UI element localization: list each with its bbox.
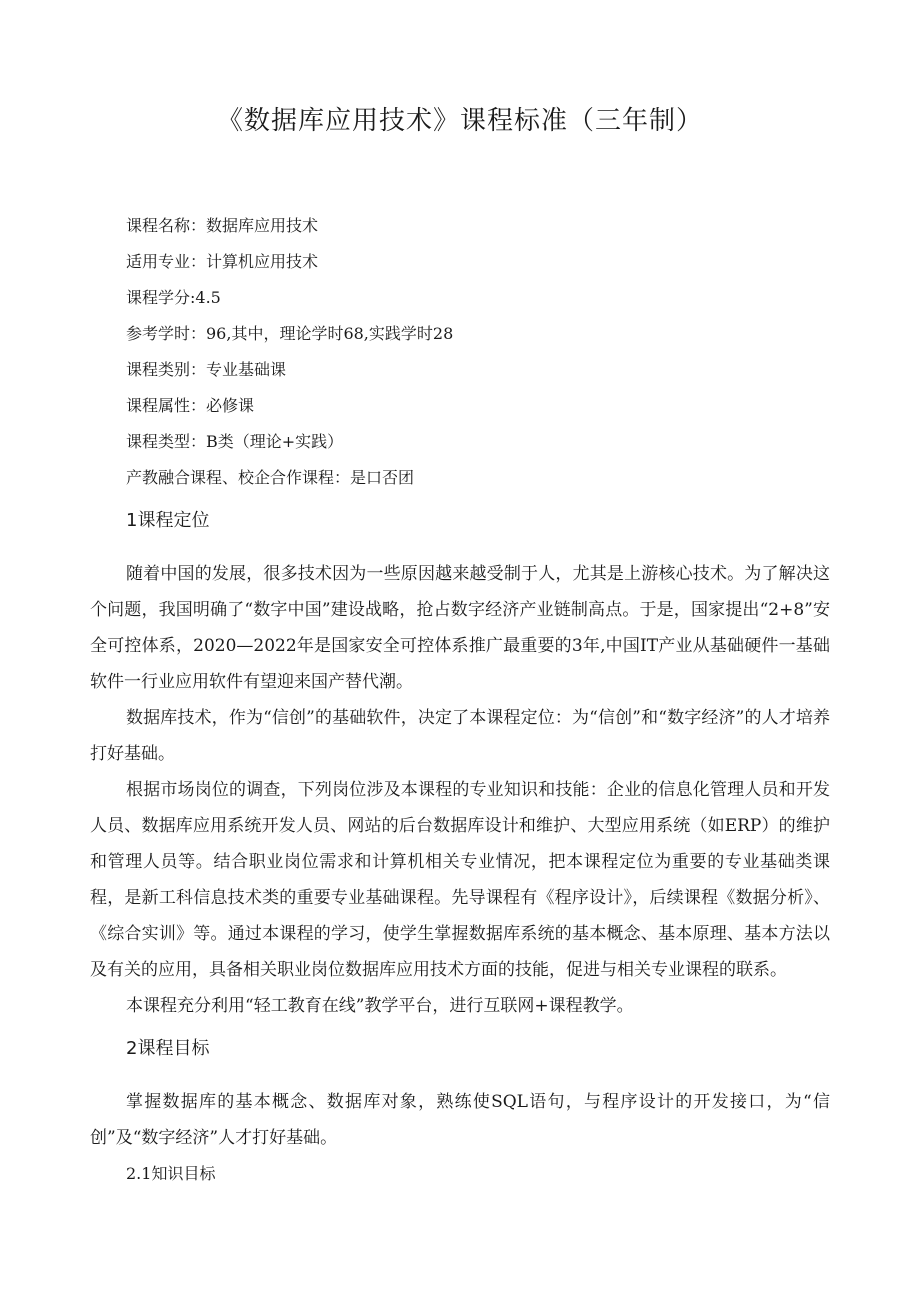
meta-hours: 参考学时：96,其中，理论学时68,实践学时28 xyxy=(126,324,454,343)
meta-course-name: 课程名称：数据库应用技术 xyxy=(126,216,319,235)
paragraph: 本课程充分利用“轻工教育在线”教学平台，进行互联网+课程教学。 xyxy=(126,996,634,1016)
section-heading-objectives: 2课程目标 xyxy=(126,1038,210,1059)
paragraph: 数据库技术，作为“信创”的基础软件，决定了本课程定位：为“信创”和“数字经济”的人才培养打好基础。 xyxy=(90,708,830,764)
paragraph: 根据市场岗位的调查，下列岗位涉及本课程的专业知识和技能：企业的信息化管理人员和开发人员、数据库应用系统开发人员、网站的后台数据库设计和维护、大型应用系统（如ERP）的维护和管理人员等。结合职业岗位需求和计算机相关专业情况，把本课程定位为重要的专业基础类课程，是新工科信息技术类的重要专业基础课程。先导课程有《程序设计》，后续课程《数据分析》、《综合实训》等。通过本课程的学习，使学生掌握数据库系统的基本概念、基本原理、基本方法以及有关的应用，具备相关职业岗位数据库应用技术方面的技能，促进与相关专业课程的联系。 xyxy=(90,780,830,980)
section-heading-positioning: 1课程定位 xyxy=(126,510,210,531)
meta-attribute: 课程属性：必修课 xyxy=(126,396,255,415)
document-title: 《数据库应用技术》课程标准（三年制） xyxy=(216,106,703,136)
meta-integration: 产教融合课程、校企合作课程：是口否团 xyxy=(126,468,415,487)
subsection-heading-knowledge: 2.1知识目标 xyxy=(126,1164,216,1183)
meta-category: 课程类别：专业基础课 xyxy=(126,360,287,379)
meta-type: 课程类型：B类（理论+实践） xyxy=(126,432,344,451)
paragraph: 掌握数据库的基本概念、数据库对象，熟练使SQL语句，与程序设计的开发接口，为“信创”及“数字经济”人才打好基础。 xyxy=(90,1092,830,1148)
paragraph: 随着中国的发展，很多技术因为一些原因越来越受制于人，尤其是上游核心技术。为了解决这个问题，我国明确了“数字中国”建设战略，抢占数字经济产业链制高点。于是，国家提出“2+8”安全可控体系，2020—2022年是国家安全可控体系推广最重要的3年,中国IT产业从基础硬件一基础软件一行业应用软件有望迎来国产替代潮。 xyxy=(90,564,830,692)
meta-major: 适用专业：计算机应用技术 xyxy=(126,252,319,271)
meta-credits: 课程学分:4.5 xyxy=(126,288,221,307)
